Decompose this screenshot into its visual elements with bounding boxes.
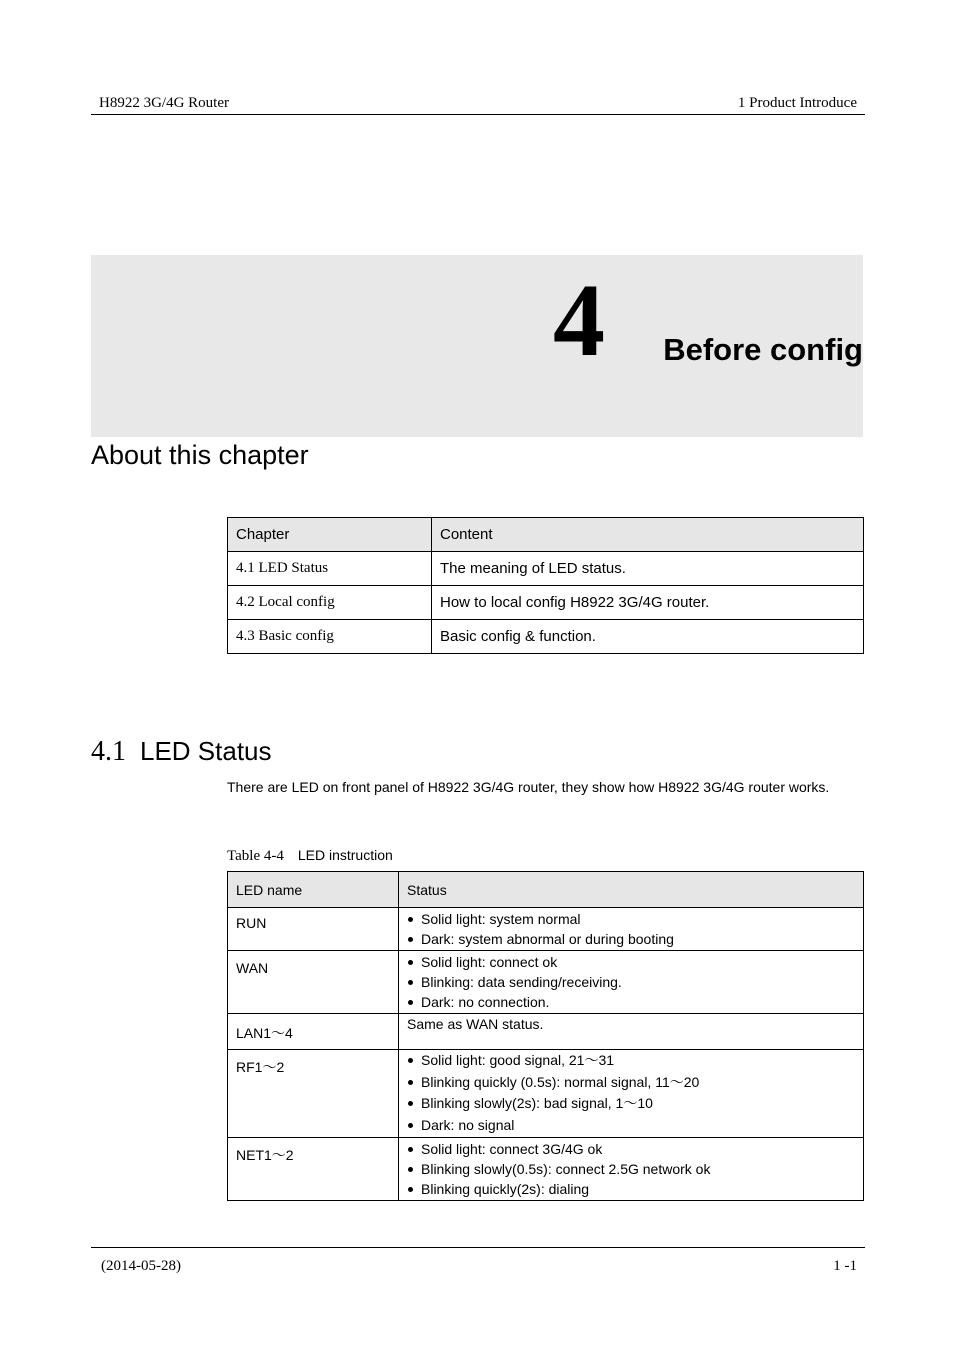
list-item: Solid light: connect ok [407,952,855,972]
caption-text: LED instruction [297,847,393,863]
list-item: Dark: no connection. [407,992,855,1012]
table-row [228,620,864,654]
column-header: Content [432,518,864,552]
about-table [227,517,864,654]
caption-label: Table 4-4 [227,848,284,864]
led-name: LAN1～4 [228,1014,399,1050]
page-number: 1 -1 [833,1258,857,1274]
section-number: 4.1 [91,736,126,767]
table-row [228,1138,864,1201]
chapter-link[interactable]: 4.3 Basic config [228,620,432,654]
footer-date: (2014-05-28) [101,1258,181,1274]
led-name: NET1～2 [228,1138,399,1201]
led-status [399,951,864,1014]
led-table [227,871,864,1201]
table-row [228,908,864,951]
list-item: Blinking slowly(2s): bad signal, 1～10 [407,1093,855,1115]
chapter-number: 4 [553,263,605,378]
led-name: RUN [228,908,399,951]
header-section: 1 Product Introduce [737,95,857,111]
chapter-link[interactable]: 4.1 LED Status [228,552,432,586]
list-item: Dark: no signal [407,1115,855,1137]
list-item: Blinking quickly(2s): dialing [407,1179,855,1199]
chapter-content: Basic config & function. [432,620,864,654]
table-caption [227,845,393,867]
list-item: Blinking quickly (0.5s): normal signal, 11～20 [407,1072,855,1094]
table-row [228,552,864,586]
chapter-content: How to local config H8922 3G/4G router. [432,586,864,620]
list-item: Dark: system abnormal or during booting [407,929,855,949]
list-item: Solid light: connect 3G/4G ok [407,1139,855,1159]
list-item: Solid light: good signal, 21～31 [407,1050,855,1072]
table-header-row [228,518,864,552]
column-header: Chapter [228,518,432,552]
table-row [228,951,864,1014]
about-heading: About this chapter [91,440,309,470]
list-item: Blinking: data sending/receiving. [407,972,855,992]
page-header [91,95,865,115]
section-title: LED Status [140,736,272,766]
list-item: Solid light: system normal [407,909,855,929]
led-name: WAN [228,951,399,1014]
table-row [228,586,864,620]
column-header: LED name [228,872,399,908]
table-row [228,1050,864,1138]
led-status [399,1050,864,1138]
led-name: RF1～2 [228,1050,399,1138]
header-product: H8922 3G/4G Router [99,95,229,111]
chapter-title: Before config [663,332,863,367]
led-status [399,1138,864,1201]
list-item: Blinking slowly(0.5s): connect 2.5G network ok [407,1159,855,1179]
chapter-content: The meaning of LED status. [432,552,864,586]
table-row [228,1014,864,1050]
led-status-text: Same as WAN status. [399,1014,864,1050]
table-header-row [228,872,864,908]
section-paragraph: There are LED on front panel of H8922 3G/4G router, they show how H8922 3G/4G router works. [227,779,830,795]
page-footer [91,1247,865,1278]
chapter-link[interactable]: 4.2 Local config [228,586,432,620]
column-header: Status [399,872,864,908]
led-status [399,908,864,951]
chapter-banner [91,255,863,437]
section-heading [91,734,272,773]
